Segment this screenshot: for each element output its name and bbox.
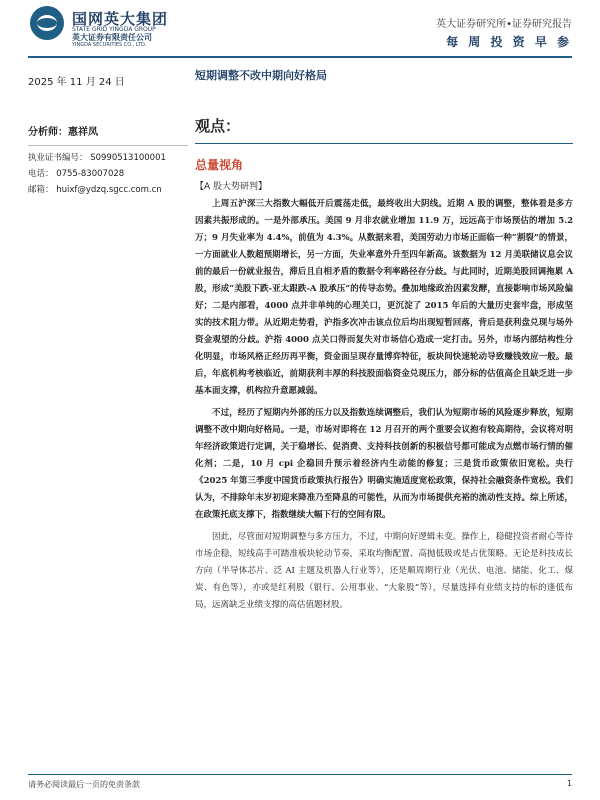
section-title: 总量视角 [195, 158, 244, 172]
logo-company-name-en: YINGDA SECURITIES CO., LTD. [72, 42, 147, 48]
analyst-email: 邮箱： huixf@ydzq.sgcc.com.cn [28, 185, 162, 195]
page-number: 1 [566, 779, 572, 788]
analyst-phone: 电话： 0755-83007028 [28, 169, 125, 179]
main-content [195, 115, 573, 619]
viewpoint-heading: 观点： [195, 117, 241, 135]
paragraph-3: 因此，尽管面对短期调整与多方压力，不过，中期向好逻辑未变。操作上，稳健投资者耐心等待市场企稳，短线高手可踏准板块轮动节奏，采取均衡配置、高抛低吸或是占优策略。无论是科技成长方向（半导体芯片、泛 AI 主题及机器人行业等），还是顺周期行业（光伏、电池、储能、化工、煤炭、有色等），亦或是红利股（银行、公用事业、“大象股”等），尽量选择有业绩支持的标的逢低布局，远离缺乏业绩支撑的高估值题材股。 [195, 532, 573, 610]
paragraph-2: 不过，经历了短期内外部的压力以及指数连续调整后，我们认为短期市场的风险逐步释放，短期调整不改中期向好格局。一是，市场对即将在 12 月召开的两个重要会议抱有较高期待，会议将对明年经济政策进行定调，关于稳增长、促消费、支持科技创新的积极信号都可能成为点燃市场行情的催化剂；二是，10 月 cpi 企稳回升预示着经济内生动能的修复；三是货币政策依旧宽松。央行《2025 年第三季度中国货币政策执行报告》明确实施适度宽松政策，保持社会融资条件宽松。我们认为，不排除年末岁初迎来降准乃至降息的可能性，从而为市场提供充裕的流动性支持。综上所述，在政策托底支撑下，指数继续大幅下行的空间有限。 [195, 408, 573, 520]
report-type-label: 每 周 投 资 早 参 [446, 35, 572, 49]
analyst-sidebar [28, 125, 188, 198]
analyst-license: 执业证书编号： S0990513100001 [28, 153, 166, 163]
logo-company-name: 英大证券有限责任公司 [72, 33, 152, 42]
institute-label: 英大证券研究所•证券研究报告 [436, 19, 572, 30]
sidebar-divider [28, 145, 188, 146]
logo-emblem-icon [30, 6, 64, 40]
header-divider [28, 56, 572, 58]
report-title: 短期调整不改中期向好格局 [195, 69, 327, 82]
footer-divider [28, 774, 572, 775]
logo-group-name-en: STATE GRID YINGDA GROUP [72, 26, 156, 33]
paragraph-1: 上周五沪深三大指数大幅低开后震荡走低，最终收出大阴线。近期 A 股的调整，整体看是多方因素共振形成的。一是外部承压。美国 9 月非农就业增加 11.9 万，远远高于市场预估的增加 5.2 万；9 月失业率为 4.4%，前值为 4.3%。从数据来看，美国劳动力市场正面临一种“割裂”的情景，一方面就业人数超预期增长，另一方面，失业率意外升至四年新高。该数据为 12 月美联储议息会议前的最后一份就业报告，滞后且自相矛盾的数据令利率路径存分歧。与此同时，近期美股回调拖累 A 股，形成“美股下跌-亚太跟跌-A 股承压”的传导态势。叠加地缘政治因素发酵，直接影响市场风险偏好；二是内部看，4000 点并非单纯的心理关口，更沉淀了 2015 年后的大量历史套牢盘，形成坚实的技术阻力带。从近期走势看，沪指多次冲击该点位后均出现短暂回落，背后是获利盘兑现与场外资金观望的分歧。沪指 4000 点关口得而复失对市场信心造成一定打击。另外，市场内部结构性分化明显，市场风格正经历再平衡，资金面呈现存量博弈特征，板块间快速轮动导致赚钱效应一般。最后，年底机构考核临近，前期获利丰厚的科技股面临资金兑现压力，部分标的估值高企且缺乏进一步基本面支撑，机构拉升意愿减弱。 [195, 199, 573, 396]
logo-group-name: 国网英大集团 [72, 10, 169, 28]
topic-tag: 【A 股大势研判】 [195, 182, 268, 192]
footer-disclaimer: 请务必阅读最后一页的免责条款 [28, 780, 140, 789]
report-date: 2025 年 11 月 24 日 [28, 77, 125, 88]
company-logo [30, 6, 190, 46]
section-divider [195, 143, 573, 144]
analyst-name: 分析师：惠祥凤 [28, 127, 98, 138]
